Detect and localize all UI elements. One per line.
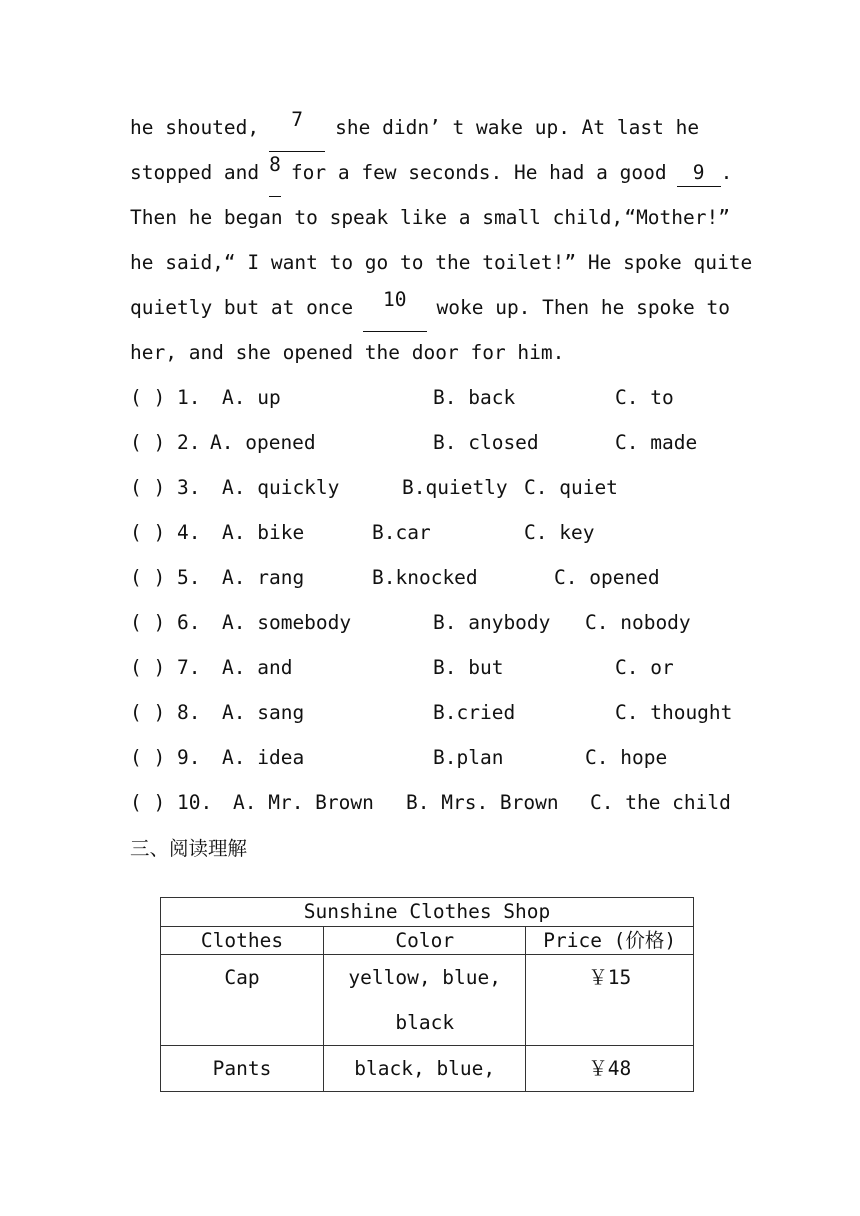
price-cell: ￥15 (526, 955, 694, 1046)
question-5 (130, 557, 750, 602)
section-heading: 三、阅读理解 (130, 837, 248, 860)
blank-7[interactable]: 7 (269, 107, 325, 152)
answer-options (130, 377, 750, 827)
question-number[interactable]: ( ) 6. (130, 611, 201, 634)
question-number[interactable]: ( ) 10. (130, 791, 213, 814)
option-b[interactable]: B. closed (433, 431, 539, 454)
option-a[interactable]: A. idea (222, 746, 305, 769)
passage-line: her, and she opened the door for him. (130, 341, 565, 364)
question-1 (130, 377, 750, 422)
option-b[interactable]: B.quietly (402, 476, 508, 499)
blank-10[interactable]: 10 (363, 287, 426, 332)
option-b[interactable]: B. Mrs. Brown (406, 791, 559, 814)
cloze-passage (130, 107, 753, 377)
option-c[interactable]: C. to (615, 386, 674, 409)
option-a[interactable]: A. bike (222, 521, 305, 544)
option-c[interactable]: C. hope (585, 746, 668, 769)
option-c[interactable]: C. key (524, 521, 595, 544)
option-c[interactable]: C. quiet (524, 476, 618, 499)
option-c[interactable]: C. made (615, 431, 698, 454)
blank-9[interactable]: 9 (677, 160, 721, 187)
passage-line: quietly but at once 10 woke up. Then he spoke to (130, 287, 730, 332)
question-2 (130, 422, 750, 467)
option-c[interactable]: C. thought (615, 701, 733, 724)
option-b[interactable]: B.cried (433, 701, 516, 724)
option-a[interactable]: A. rang (222, 566, 305, 589)
question-10 (130, 782, 750, 827)
option-b[interactable]: B. but (433, 656, 504, 679)
question-number[interactable]: ( ) 1. (130, 386, 201, 409)
color-cell: yellow, blue, black (324, 955, 526, 1046)
question-number[interactable]: ( ) 7. (130, 656, 201, 679)
question-number[interactable]: ( ) 4. (130, 521, 201, 544)
question-number[interactable]: ( ) 9. (130, 746, 201, 769)
item-cell: Cap (161, 955, 324, 1046)
option-a[interactable]: A. sang (222, 701, 305, 724)
option-b[interactable]: B. anybody (433, 611, 551, 634)
option-a[interactable]: A. up (222, 386, 281, 409)
question-number[interactable]: ( ) 5. (130, 566, 201, 589)
question-number[interactable]: ( ) 8. (130, 701, 201, 724)
passage-line: he said, “ I want to go to the toilet!” He spoke quite (130, 251, 753, 274)
question-8 (130, 692, 750, 737)
option-b[interactable]: B.car (372, 521, 431, 544)
shop-table (160, 897, 694, 1092)
table-title: Sunshine Clothes Shop (161, 898, 694, 927)
question-3 (130, 467, 750, 512)
option-c[interactable]: C. nobody (585, 611, 691, 634)
option-c[interactable]: C. or (615, 656, 674, 679)
header-price: Price (价格) (526, 927, 694, 955)
option-b[interactable]: B.knocked (372, 566, 478, 589)
passage-line: Then he began to speak like a small child, “Mother!” (130, 206, 730, 229)
table-row (161, 955, 694, 1046)
option-c[interactable]: C. the child (590, 791, 731, 814)
option-a[interactable]: A. quickly (222, 476, 340, 499)
option-a[interactable]: A. and (222, 656, 293, 679)
question-7 (130, 647, 750, 692)
option-b[interactable]: B. back (433, 386, 516, 409)
item-cell: Pants (161, 1046, 324, 1092)
passage-line: stopped and 8 for a few seconds. He had a good 9 . (130, 152, 730, 197)
question-9 (130, 737, 750, 782)
color-cell: black, blue, (324, 1046, 526, 1092)
question-6 (130, 602, 750, 647)
option-a[interactable]: A. opened (210, 431, 316, 454)
table-header-row (161, 927, 694, 955)
option-a[interactable]: A. somebody (222, 611, 352, 634)
header-color: Color (324, 927, 526, 955)
question-4 (130, 512, 750, 557)
header-clothes: Clothes (161, 927, 324, 955)
option-b[interactable]: B.plan (433, 746, 504, 769)
question-number[interactable]: ( ) 2. (130, 431, 201, 454)
blank-8[interactable]: 8 (269, 152, 281, 197)
passage-line: he shouted, 7 she didn’ t wake up. At last he (130, 107, 730, 152)
price-cell: ￥48 (526, 1046, 694, 1092)
table-row (161, 1046, 694, 1092)
question-number[interactable]: ( ) 3. (130, 476, 201, 499)
option-c[interactable]: C. opened (554, 566, 660, 589)
option-a[interactable]: A. Mr. Brown (233, 791, 374, 814)
